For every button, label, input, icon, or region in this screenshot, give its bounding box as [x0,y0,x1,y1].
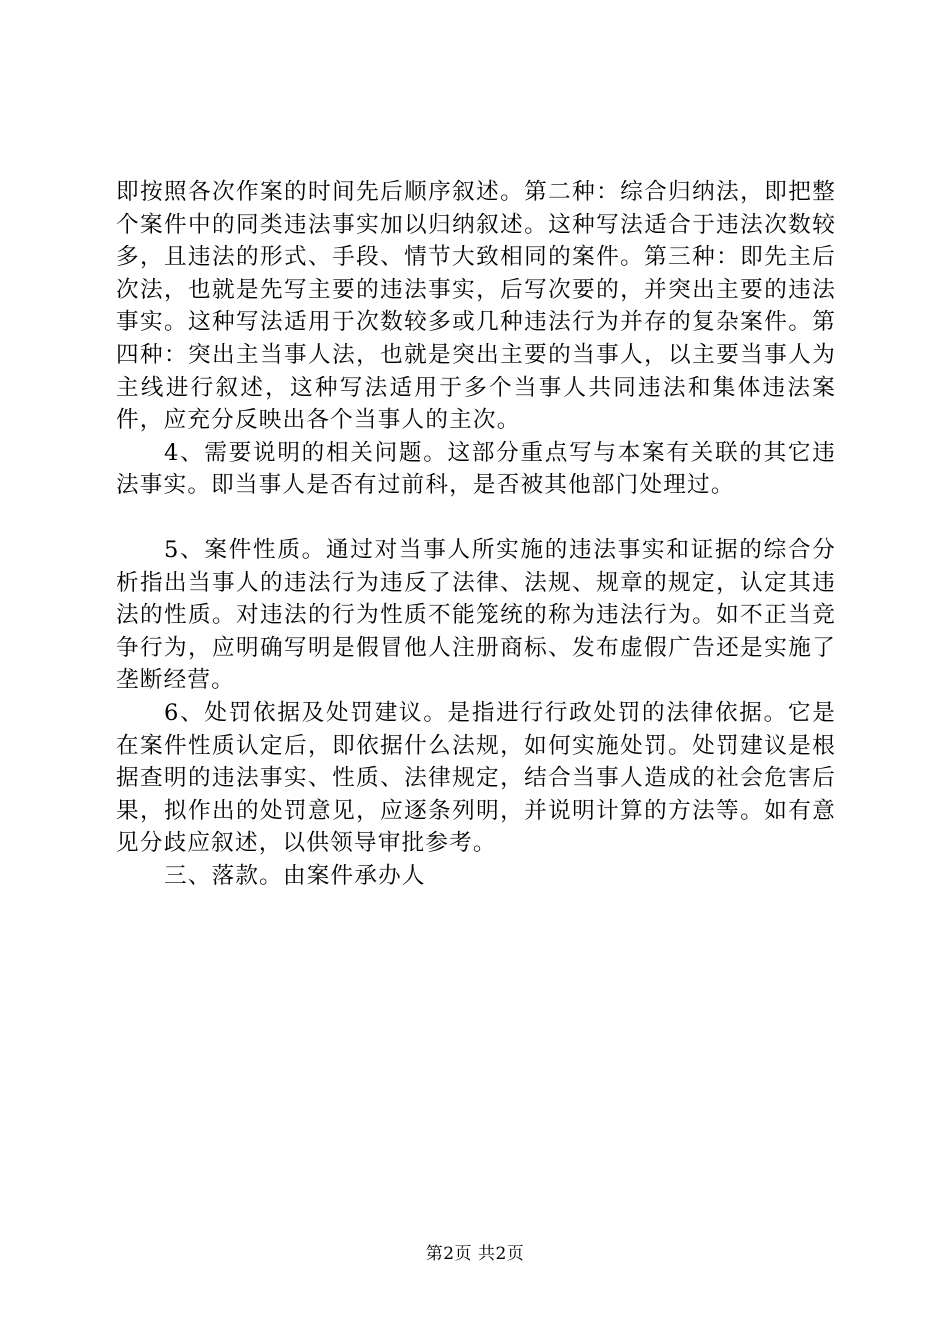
document-body [116,176,836,892]
paragraph-related-issues: 4、需要说明的相关问题。这部分重点写与本案有关联的其它违法事实。即当事人是否有过前科，是否被其他部门处理过。 [116,439,836,499]
paragraph-signature-section: 三、落款。由案件承办人 [164,862,426,889]
page-number-footer: 第2页 共2页 [425,1244,525,1264]
paragraph-spacer [116,502,836,534]
paragraph-method-description: 即按照各次作案的时间先后顺序叙述。第二种：综合归纳法，即把整个案件中的同类违法事实加以归纳叙述。这种写法适合于违法次数较多，且违法的形式、手段、情节大致相同的案件。第三种：即先主后次法，也就是先写主要的违法事实，后写次要的，并突出主要的违法事实。这种写法适用于次数较多或几种违法行为并存的复杂案件。第四种：突出主当事人法，也就是突出主要的当事人，以主要当事人为主线进行叙述，这种写法适用于多个当事人共同违法和集体违法案件，应充分反映出各个当事人的主次。 [116,179,836,434]
paragraph-penalty-basis: 6、处罚依据及处罚建议。是指进行行政处罚的法律依据。它是在案件性质认定后，即依据什么法规，如何实施处罚。处罚建议是根据查明的违法事实、性质、法律规定，结合当事人造成的社会危害后果，拟作出的处罚意见，应逐条列明，并说明计算的方法等。如有意见分歧应叙述，以供领导审批参考。 [116,699,836,857]
paragraph-case-nature: 5、案件性质。通过对当事人所实施的违法事实和证据的综合分析指出当事人的违法行为违反了法律、法规、规章的规定，认定其违法的性质。对违法的行为性质不能笼统的称为违法行为。如不正当竞争行为，应明确写明是假冒他人注册商标、发布虚假广告还是实施了垄断经营。 [116,536,836,694]
